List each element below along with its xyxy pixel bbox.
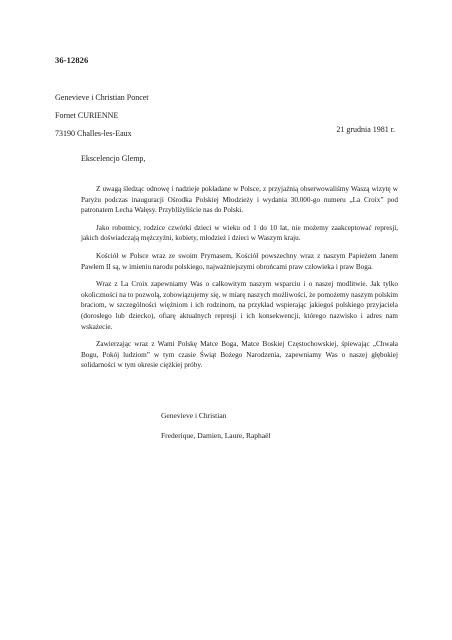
signature-line-1: Genevieve i Christian	[161, 411, 227, 420]
body-paragraph: Kościół w Polsce wraz ze swoim Prymasem, Kościół powszechny wraz z naszym Papieżem Janem Pawłem II są, w imieniu narodu polskiego, najważniejszymi obrońcami praw człowieka i praw Boga.	[81, 251, 398, 271]
salutation: Ekscelencjo Glemp,	[81, 154, 146, 163]
signature-block	[161, 406, 271, 446]
body-paragraph: Jako robotnicy, rodzice czwórki dzieci w wieku od 1 do 10 lat, nie możemy zaakceptować represji, jakich doświadczają mężczyźni, kobiety, młodzież i dzieci w Waszym kraju.	[81, 223, 398, 243]
letter-body	[81, 184, 398, 378]
sender-block	[55, 89, 149, 143]
body-paragraph: Zawierzając wraz z Wami Polskę Matce Boga, Matce Boskiej Częstochowskiej, śpiewając „Chwała Bogu, Pokój ludziom” w tym czasie Świąt Bożego Narodzenia, zapewniamy Was o naszej głębokiej solidarności w tym okresie ciężkiej próby.	[81, 340, 398, 370]
body-paragraph: Z uwagą śledząc odnowę i nadzieje pokładane w Polsce, z przyjaźnią obserwowaliśmy Waszą wizytę w Paryżu podczas inauguracji Ośrodka Polskiej Młodzieży i wydania 30.000-go numeru „La Croix” pod patronatem Lecha Wałęsy. Przybliżyliście nas do Polski.	[81, 185, 398, 215]
sender-address-line-2: 73190 Challes-les-Eaux	[55, 129, 132, 138]
signature-line-2: Frederique, Damien, Laure, Raphaël	[161, 431, 271, 440]
document-reference-number: 36-12826	[55, 55, 89, 65]
sender-name: Genevieve i Christian Poncet	[55, 93, 149, 102]
letter-date: 21 grudnia 1981 r.	[336, 125, 395, 134]
body-paragraph: Wraz z La Croix zapewniamy Was o całkowitym naszym wsparciu i o naszej modlitwie. Jak tylko okoliczności na to pozwolą, zobowiązujemy się, w miarę naszych możliwości, że pomożemy naszym polskim braciom, w szczególności więźniom i ich rodzinom, na przykład wspierając jakiegoś polskiego przyjaciela (dorosłego lub dziecko), ofiarę aktualnych represji i ich konsekwencji, którego nazwisko i adres nam wskażecie.	[81, 280, 398, 331]
sender-address-line-1: Fornet CURIENNE	[55, 111, 119, 120]
